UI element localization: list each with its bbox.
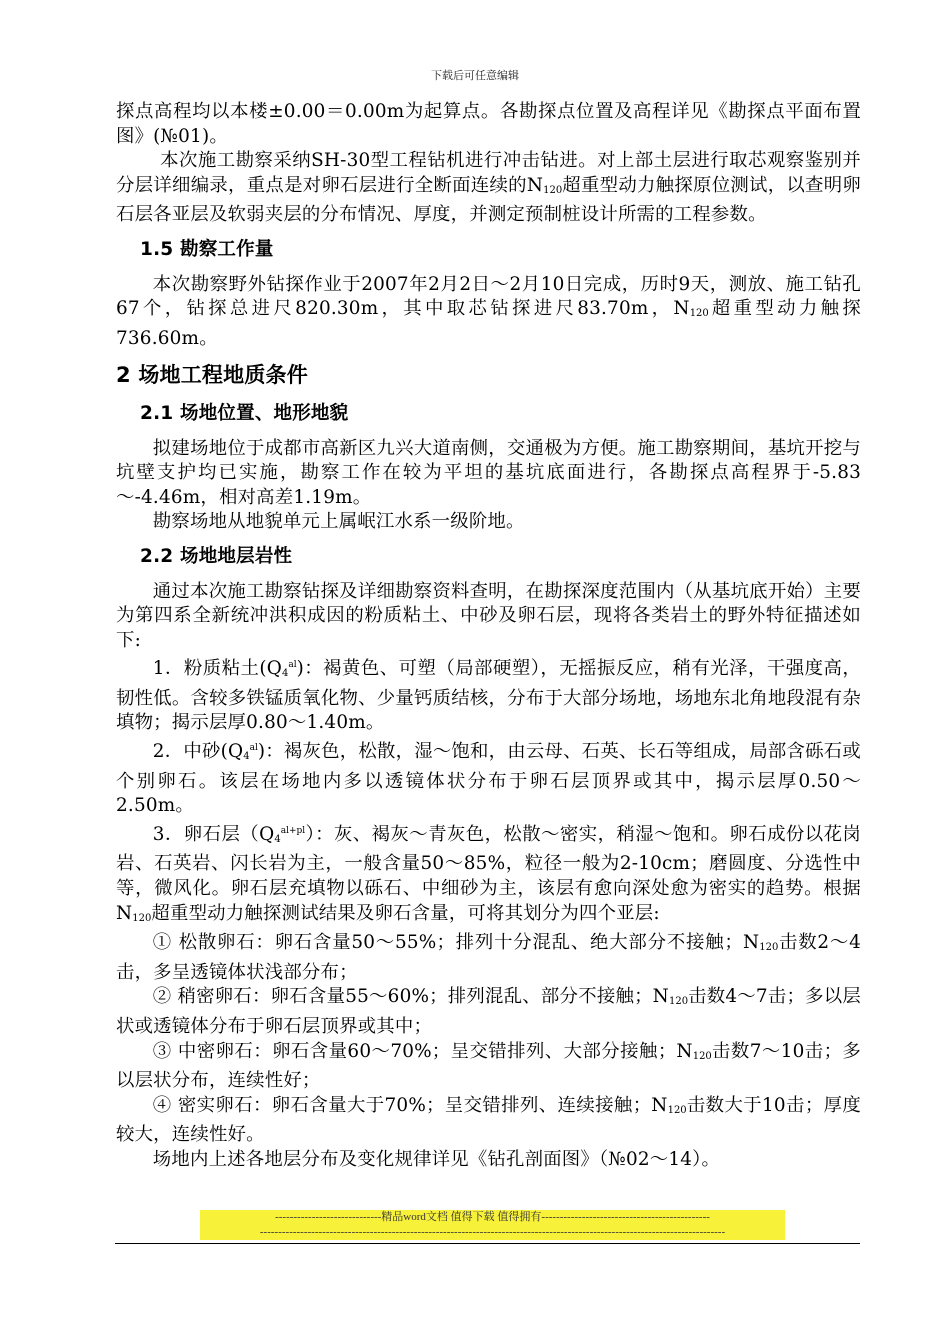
sublayer-medium-dense-pebble xyxy=(116,1040,861,1094)
paragraph-elevation: 探点高程均以本楼±0.00＝0.00m为起算点。各勘探点位置及高程详见《勘探点平面布置图》(№01)。 xyxy=(116,101,861,147)
footer-watermark-band xyxy=(200,1210,785,1240)
superscript: al xyxy=(249,743,258,754)
footer-divider xyxy=(115,1243,860,1244)
text-run: ）：灰、褐灰～青灰色，松散～密实，稍湿～饱和。卵石成份以花岗岩、石英岩、闪长岩为主，一般含量50～85%，粒径一般为2-10cm；磨圆度、分选性中等，微风化。卵石层充填物以砾石、中细砂为主，该层有愈向深处愈为密实的趋势。根据N xyxy=(116,823,861,924)
subscript: 120 xyxy=(132,912,152,924)
superscript: al xyxy=(288,660,297,671)
subscript: 120 xyxy=(668,996,689,1008)
text-run: 超重型动力触探736.60m。 xyxy=(116,298,861,349)
text-run: 2．中砂(Q xyxy=(152,741,244,763)
text-run: 超重型动力触探原位测试，以查明卵石层各亚层及软弱夹层的分布情况、厚度，并测定预制桩设计所需的工程参数。 xyxy=(116,174,861,226)
footer-line-2: ------------------------------------------------------------------------------------------------------------------------------- xyxy=(259,1226,726,1238)
section-heading-2-1: 2.1 场地位置、地形地貌 xyxy=(140,402,349,424)
list-item-pebble-layer xyxy=(116,819,861,931)
text-run: 1．粉质粘土(Q xyxy=(152,658,282,680)
subscript: 120 xyxy=(692,1050,712,1062)
footer-line-1: -----------------------------精品word文档 值得下载 值得拥有---------------------------------------------- xyxy=(275,1211,710,1223)
text-run: 击数大于10击；厚度较大，连续性好。 xyxy=(116,1094,861,1146)
text-run: 3．卵石层（Q xyxy=(152,823,275,845)
document-body xyxy=(116,100,861,1173)
sublayer-dense-pebble xyxy=(116,1094,861,1148)
subscript: 120 xyxy=(667,1104,687,1116)
paragraph-strata-intro: 通过本次施工勘察钻探及详细勘察资料查明，在勘探深度范围内（从基坑底开始）主要为第四系全新统冲洪积成因的粉质粘土、中砂及卵石层，现将各类岩土的野外特征描述如下: xyxy=(116,580,861,651)
subscript: 4 xyxy=(274,833,281,845)
text-run: )：褐灰色，松散，湿～饱和，由云母、石英、长石等组成，局部含砾石或个别卵石。该层在场地内多以透镜体状分布于卵石层顶界或其中，揭示层厚0.50～2.50m。 xyxy=(116,741,861,817)
text-run: 击数7～10击；多以层状分布，连续性好； xyxy=(116,1040,861,1092)
subscript: 4 xyxy=(282,668,289,680)
text-run: ③ 中密卵石：卵石含量60～70%；呈交错排列、大部分接触；N xyxy=(152,1040,693,1062)
list-item-medium-sand xyxy=(116,736,861,819)
paragraph-drilling-method xyxy=(116,149,861,228)
text-run: 超重型动力触探测试结果及卵石含量，可将其划分为四个亚层: xyxy=(151,902,660,924)
paragraph-site-location: 拟建场地位于成都市高新区九兴大道南侧，交通极为方便。施工勘察期间，基坑开挖与坑壁支护均已实施，勘察工作在较为平坦的基坑底面进行，各勘探点高程界于-5.83～-4.46m，相对高差1.19m。 xyxy=(116,437,861,508)
paragraph-landform: 勘察场地从地貌单元上属岷江水系一级阶地。 xyxy=(152,511,525,533)
list-item-silty-clay xyxy=(116,653,861,736)
text-run: 本次勘察野外钻探作业于2007年2月2日～2月10日完成，历时9天，测放、施工钻孔67个，钻探总进尺820.30m，其中取芯钻探进尺83.70m，N xyxy=(116,273,861,320)
text-run: 击数4～7击；多以层状或透镜体分布于卵石层顶界或其中； xyxy=(116,986,861,1037)
paragraph-section-reference: 场地内上述各地层分布及变化规律详见《钻孔剖面图》（№02～14）。 xyxy=(152,1148,721,1170)
text-run: ① 松散卵石：卵石含量50～55%；排列十分混乱、绝大部分不接触；N xyxy=(152,932,760,954)
subscript: 120 xyxy=(759,942,779,954)
superscript: al+pl xyxy=(280,825,306,836)
page-header: 下载后可任意编辑 xyxy=(431,69,519,82)
section-heading-2-2: 2.2 场地地层岩性 xyxy=(140,545,293,567)
subscript: 4 xyxy=(243,751,250,763)
text-run: )：褐黄色、可塑（局部硬塑），无摇振反应，稍有光泽，干强度高，韧性低。含较多铁锰质氧化物、少量钙质结核，分布于大部分场地，场地东北角地段混有杂填物；揭示层厚0.80～1.40m。 xyxy=(116,658,861,734)
text-run: ④ 密实卵石：卵石含量大于70%；呈交错排列、连续接触；N xyxy=(152,1094,668,1116)
section-heading-1-5: 1.5 勘察工作量 xyxy=(140,238,274,260)
text-run: 本次施工勘察采纳SH-30型工程钻机进行冲击钻进。对上部土层进行取芯观察鉴别并分层详细编录，重点是对卵石层进行全断面连续的N xyxy=(116,150,861,196)
text-run: ② 稍密卵石：卵石含量55～60%；排列混乱、部分不接触；N xyxy=(152,986,669,1008)
sublayer-loose-pebble xyxy=(116,931,861,985)
subscript: 120 xyxy=(543,184,563,196)
section-heading-2: 2 场地工程地质条件 xyxy=(116,363,308,388)
subscript: 120 xyxy=(689,308,709,320)
paragraph-workload xyxy=(116,273,861,352)
text-run: 击数2～4击，多呈透镜体状浅部分布； xyxy=(116,932,861,983)
sublayer-slightly-dense-pebble xyxy=(116,985,861,1039)
